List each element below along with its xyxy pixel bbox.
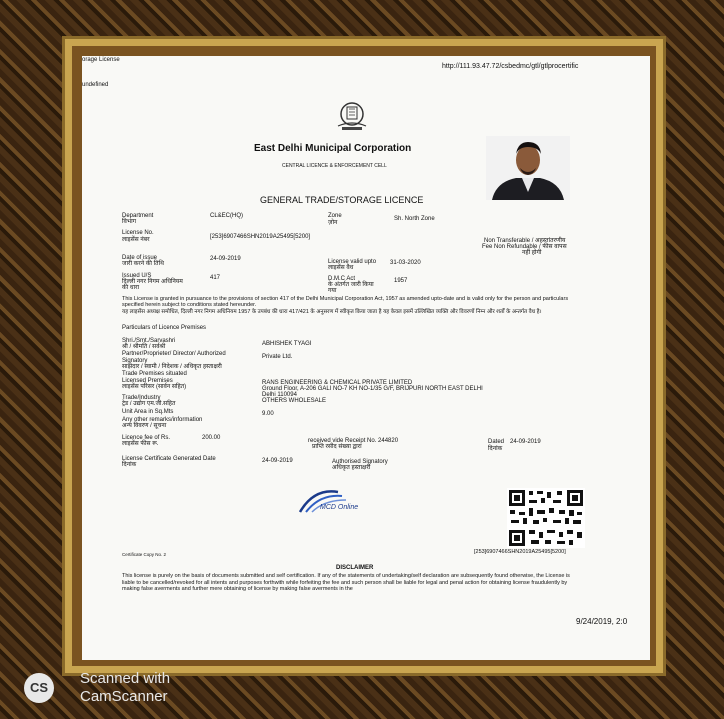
valid-upto-value: 31-03-2020 bbox=[390, 260, 421, 266]
valid-upto-label-hindi: लाइसेंस वैध bbox=[328, 265, 354, 271]
licence-statement-hindi: यह लाइसेंस अध्यक्ष समोधित, दिल्ली नगर निगम अधिनियम 1957 के उपबंध की धारा 417/421 के अनुसरण में स्वीकृत किया जाता है यह केवल इसमें उल्लिखित व्यक्ति और विवरणों निम्न और शर्तों के अन्तर्गत वैध है। bbox=[122, 309, 542, 315]
print-header-url: http://111.93.47.72/csbedmc/gtl/gtlprocertific bbox=[442, 63, 579, 70]
remarks-label: Any other remarks/information bbox=[122, 417, 203, 423]
dmc-act-value: 1957 bbox=[394, 278, 408, 284]
dated-value: 24-09-2019 bbox=[510, 439, 541, 445]
issued-us-label-3: की धारा bbox=[122, 285, 140, 291]
dmc-act-label-hindi: के अंतर्गत जारी किया bbox=[328, 282, 374, 288]
cell-name: CENTRAL LICENCE & ENFORCEMENT CELL bbox=[282, 163, 387, 169]
generated-date-value: 24-09-2019 bbox=[262, 458, 293, 464]
receipt-label-hindi: प्राप्ति रसीद संख्या द्वारा bbox=[312, 444, 362, 450]
dmc-act-label-hindi-2: गया bbox=[328, 288, 337, 294]
generated-date-label: License Certificate Generated Date bbox=[122, 456, 216, 462]
department-value: CL&EC(HQ) bbox=[210, 213, 244, 219]
disclaimer-text: This license is purely on the basis of documents submitted and self certification. If any of the statements of undertaking/self declaration are subsequently found otherwise, the License is liable to be cancelled/revoked for all intents and purposes forthwith while forfeiting the fee and such person shall be liable for legal and penal action for obtaining license fraudulently by making false averments and further mere obtaining of license by making false averments in the bbox=[122, 573, 570, 592]
fee-non-refundable-note: Fee Non Refundable / फीस वापस bbox=[482, 244, 567, 250]
authorised-signatory-label: Authorised Signatory bbox=[332, 459, 388, 465]
partner-value: Private Ltd. bbox=[262, 354, 293, 360]
licensee-photo bbox=[486, 136, 570, 200]
camscanner-logo: CS bbox=[24, 673, 54, 703]
remarks-label-hindi: अन्य विवरण / सूचना bbox=[122, 423, 167, 429]
generated-date-label-hindi: दिनांक bbox=[122, 462, 137, 468]
zone-label: Zone bbox=[328, 213, 342, 219]
organization-name: East Delhi Municipal Corporation bbox=[254, 143, 412, 154]
receipt-label: received vide Receipt No. 244820 bbox=[308, 438, 399, 444]
corporation-emblem-icon bbox=[334, 100, 370, 132]
name-value: ABHISHEK TYAGI bbox=[262, 341, 312, 347]
date-issue-value: 24-09-2019 bbox=[210, 256, 241, 262]
license-no-label-hindi: लाइसेंस नंबर bbox=[122, 237, 150, 243]
trade-industry-label-hindi: ट्रेड / उद्योग एम.जी.सहित bbox=[122, 401, 176, 407]
licence-fee-value: 200.00 bbox=[202, 435, 221, 441]
trade-premises-label: Trade Premises situated bbox=[122, 371, 187, 377]
mcd-online-logo bbox=[294, 484, 378, 518]
print-footer-timestamp: 9/24/2019, 2:0 bbox=[576, 617, 628, 626]
license-no-value: [253]6907466SHN2019A25495[5200] bbox=[210, 234, 311, 240]
licensed-premises-label: Licensed Premises bbox=[122, 378, 173, 384]
dmc-act-label: D.M.C Act bbox=[328, 276, 356, 282]
issued-us-label-2: दिल्ली नगर निगम अधिनियम bbox=[122, 279, 183, 285]
licence-document bbox=[82, 56, 650, 660]
licensed-premises-label-hindi: लाइसेंस परिसर (सार्वन सहित) bbox=[122, 384, 187, 390]
mcd-online-logo-icon bbox=[294, 484, 378, 518]
issued-us-label: Issued U/S bbox=[122, 273, 152, 279]
dated-label: Dated bbox=[488, 439, 505, 445]
unit-area-value: 9.00 bbox=[262, 411, 274, 417]
particulars-heading: Particulars of Licence Premises bbox=[122, 325, 207, 331]
camscanner-line-2: CamScanner bbox=[80, 688, 168, 705]
unit-area-label: Unit Area in Sq.Mts bbox=[122, 409, 174, 415]
licence-fee-label: Licence fee of Rs. bbox=[122, 435, 171, 441]
trade-industry-label: Trade/Industry bbox=[122, 395, 161, 401]
licence-statement: This License is granted in pursuance to the provisions of section 417 of the Delhi Municipal Corporation Act, 1957 as amended upto-date and is valid only for the person and particulars specified herein subject to conditions stated hereunder. bbox=[122, 296, 569, 308]
licence-fee-label-hindi: लाइसेंस फीस रू. bbox=[122, 441, 159, 447]
non-transferable-note: Non Transferable / अहस्तांतरणीय bbox=[484, 238, 566, 244]
certificate-copy-no: Certificate Copy No. 2 bbox=[122, 552, 167, 557]
name-label-hindi: श्री / श्रीमति / सर्वश्री bbox=[122, 344, 166, 350]
department-label-hindi: विभाग bbox=[122, 219, 137, 225]
nahi-hogi-note: नहीं होगी bbox=[522, 250, 542, 256]
qr-code bbox=[507, 488, 585, 548]
trade-industry-value: OTHERS WHOLESALE bbox=[262, 398, 327, 404]
zone-value: Sh. North Zone bbox=[394, 216, 435, 222]
zone-label-hindi: ज़ोन bbox=[328, 220, 338, 226]
print-header-undefined: undefined bbox=[82, 82, 109, 88]
licensed-premises-line-3: Delhi 110094 bbox=[262, 392, 297, 398]
document-title: GENERAL TRADE/STORAGE LICENCE bbox=[260, 195, 424, 205]
date-issue-label-hindi: जारी करने की तिथि bbox=[122, 261, 164, 267]
department-label: Department bbox=[122, 213, 154, 219]
qr-code-caption: [253]6907466SHN2019A25495[5200] bbox=[474, 549, 566, 555]
valid-upto-label: License valid upto bbox=[328, 259, 377, 265]
name-label: Shri./Smt./Sarvashri bbox=[122, 338, 176, 344]
disclaimer-heading: DISCLAIMER bbox=[336, 565, 374, 571]
partner-label-hindi: साझेदार / स्वामी / निदेशक / अधिकृत हस्ताक्षरी bbox=[122, 364, 222, 370]
print-header-title: orage License bbox=[82, 57, 120, 63]
dated-label-hindi: दिनांक bbox=[488, 446, 503, 452]
date-issue-label: Date of issue bbox=[122, 255, 158, 261]
licensed-premises-line-2: Ground Floor, A-206 GALI NO-7 KH NO-1/35 G/F, BRIJPURI NORTH EAST DELHI bbox=[262, 386, 483, 392]
partner-label: Partner/Proprieter/ Director/ Authorized Signatory bbox=[122, 351, 226, 364]
issued-us-value: 417 bbox=[210, 275, 221, 281]
mcd-online-logo-text: MCD Online bbox=[320, 504, 359, 511]
authorised-signatory-label-hindi: अधिकृत हस्ताक्षरी bbox=[332, 465, 371, 471]
license-no-label: License No. bbox=[122, 230, 154, 236]
camscanner-line-1: Scanned with bbox=[80, 670, 171, 687]
person-photo-icon bbox=[486, 136, 570, 200]
licensed-premises-line-1: RANS ENGINEERING & CHEMICAL PRIVATE LIMITED bbox=[262, 380, 413, 386]
